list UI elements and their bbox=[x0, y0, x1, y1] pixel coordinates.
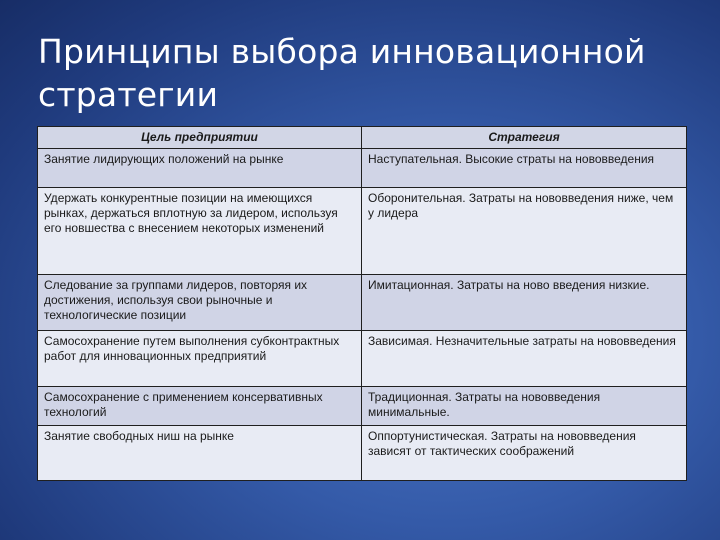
goal-cell: Следование за группами лидеров, повторяя их достижения, используя свои рыночные и технологические позиции bbox=[38, 275, 362, 331]
slide-title: Принципы выбора инновационной стратегии bbox=[38, 32, 646, 114]
strategy-cell: Наступательная. Высокие страты на нововведения bbox=[362, 149, 687, 188]
table-row bbox=[38, 426, 687, 481]
table-row bbox=[38, 188, 687, 275]
goal-cell: Самосохранение с применением консервативных технологий bbox=[38, 387, 362, 426]
table-row bbox=[38, 275, 687, 331]
header-strategy: Стратегия bbox=[362, 127, 687, 149]
table-header-row bbox=[38, 127, 687, 149]
strategy-table bbox=[37, 126, 687, 481]
header-goal: Цель предприятии bbox=[38, 127, 362, 149]
strategy-cell: Зависимая. Незначительные затраты на нововведения bbox=[362, 331, 687, 387]
strategy-cell: Оборонительная. Затраты на нововведения ниже, чем у лидера bbox=[362, 188, 687, 275]
goal-cell: Занятие лидирующих положений на рынке bbox=[38, 149, 362, 188]
strategy-cell: Имитационная. Затраты на ново введения низкие. bbox=[362, 275, 687, 331]
goal-cell: Занятие свободных ниш на рынке bbox=[38, 426, 362, 481]
goal-cell: Удержать конкурентные позиции на имеющихся рынках, держаться вплотную за лидером, используя его новшества с внесением некоторых изменений bbox=[38, 188, 362, 275]
strategy-cell: Традиционная. Затраты на нововведения минимальные. bbox=[362, 387, 687, 426]
strategy-cell: Оппортунистическая. Затраты на нововведения зависят от тактических соображений bbox=[362, 426, 687, 481]
goal-cell: Самосохранение путем выполнения субконтрактных работ для инновационных предприятий bbox=[38, 331, 362, 387]
table-row bbox=[38, 149, 687, 188]
table-row bbox=[38, 331, 687, 387]
table-row bbox=[38, 387, 687, 426]
